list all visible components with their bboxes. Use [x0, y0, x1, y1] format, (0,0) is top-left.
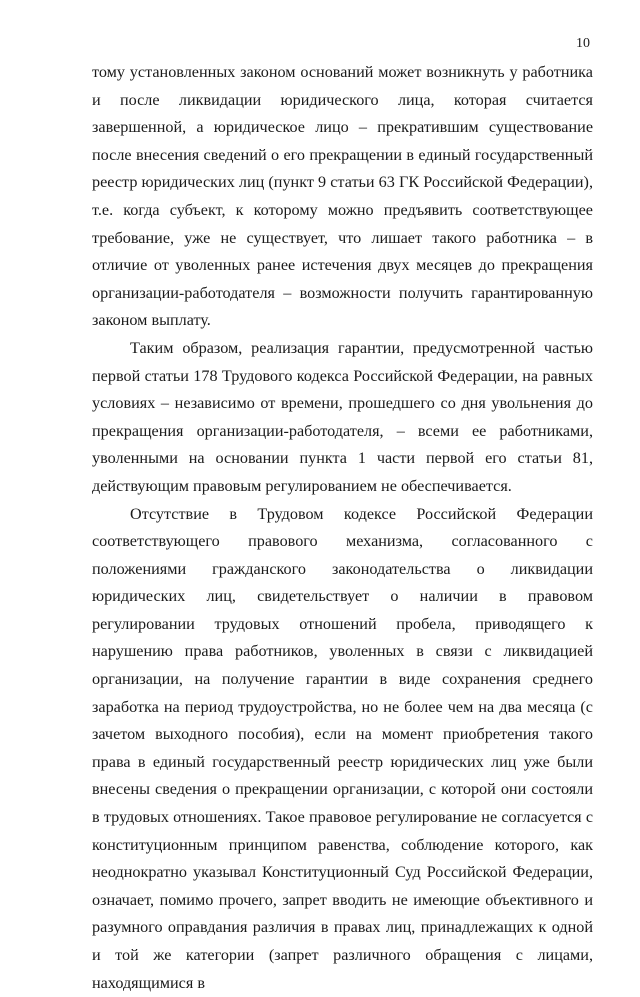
paragraph-legal-gap: Отсутствие в Трудовом кодексе Российской Федерации соответствующего правового механизма, согласованного с положениями гражданского законодательства о ликвидации юридических лиц, свидетельствует о наличии в правовом регулировании трудовых отношений пробела, приводящего к нарушению права работников, уволенных в связи с ликвидацией организации, на получение гарантии в виде сохранения среднего заработка на период трудоустройства, но не более чем на два месяца (с зачетом выходного пособия), если на момент приобретения такого права в единый государственный реестр юридических лиц уже были внесены сведения о прекращении организации, с которой они состояли в трудовых отношениях. Такое правовое регулирование не согласуется с конституционным принципом равенства, соблюдение которого, как неоднократно указывал Конституционный Суд Российской Федерации, означает, помимо прочего, запрет вводить не имеющие объективного и разумного оправдания различия в правах лиц, принадлежащих к одной и той же категории (запрет различного обращения с лицами, находящимися в — [92, 501, 593, 997]
paragraph-continuation: тому установленных законом оснований может возникнуть у работника и после ликвидации юридического лица, которая считается завершенной, а юридическое лицо – прекратившим существование после внесения сведений о его прекращении в единый государственный реестр юридических лиц (пункт 9 статьи 63 ГК Российской Федерации), т.е. когда субъект, к которому можно предъявить соответствующее требование, уже не существует, что лишает такого работника – в отличие от уволенных ранее истечения двух месяцев до прекращения организации-работодателя – возможности получить гарантированную законом выплату. — [92, 59, 593, 335]
paragraph-conclusion: Таким образом, реализация гарантии, предусмотренной частью первой статьи 178 Трудового кодекса Российской Федерации, на равных условиях – независимо от времени, прошедшего со дня увольнения до прекращения организации-работодателя, – всеми ее работниками, уволенными на основании пункта 1 части первой его статьи 81, действующим правовым регулированием не обеспечивается. — [92, 335, 593, 501]
page-number: 10 — [576, 36, 590, 52]
document-body — [92, 59, 593, 997]
